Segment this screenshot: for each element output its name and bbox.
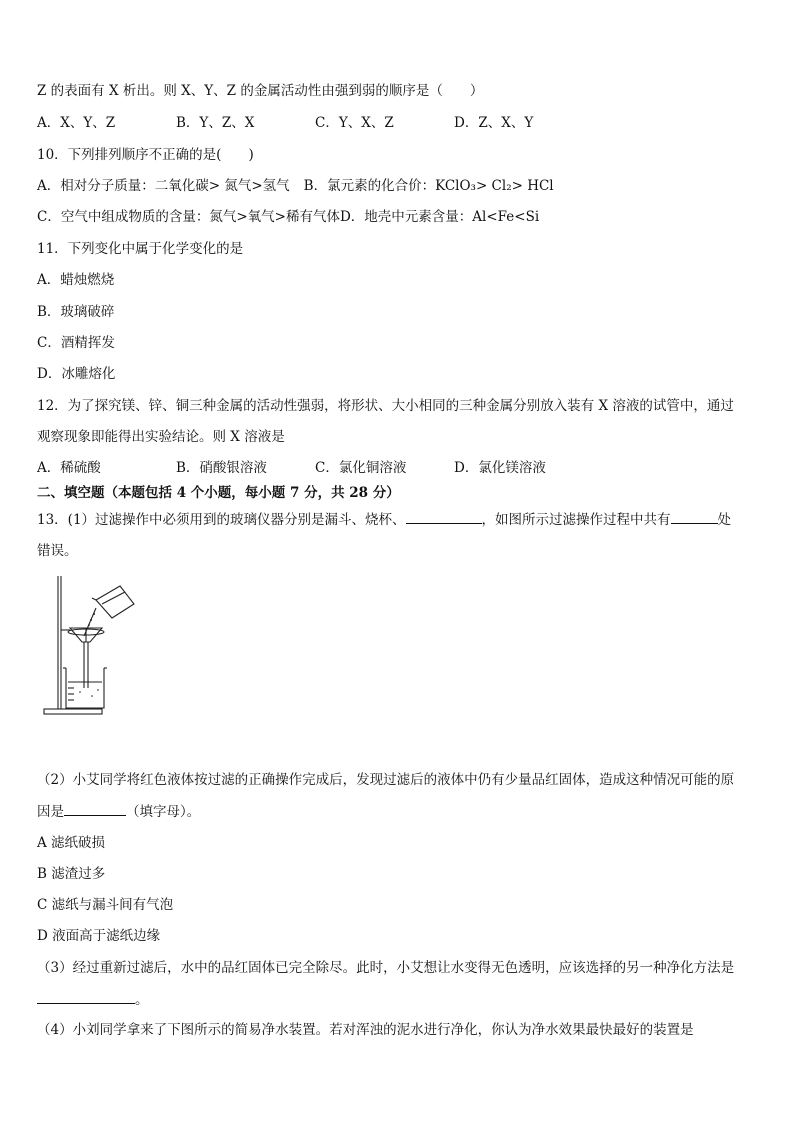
q13-part3-line2 xyxy=(37,989,764,1010)
q13-part1-text-a: 13．(1）过滤操作中必须用到的玻璃仪器分别是漏斗、烧杯、 xyxy=(37,512,406,528)
q10-option-a[interactable]: A．相对分子质量：二氧化碳> 氮气>氢气 xyxy=(37,178,290,194)
q9-stem: Z 的表面有 X 析出。则 X、Y、Z 的金属活动性由强到弱的顺序是（ ） xyxy=(37,83,484,99)
q12-option-d[interactable]: D．氯化镁溶液 xyxy=(454,460,546,476)
q9-options xyxy=(37,113,764,133)
q12-option-b[interactable]: B．硝酸银溶液 xyxy=(176,460,267,476)
q13-blank-instrument[interactable] xyxy=(406,509,482,524)
q10-option-d[interactable]: D．地壳中元素含量：Al<Fe<Si xyxy=(339,209,540,225)
q13-part2-text-a: 因是 xyxy=(37,804,64,820)
q10-option-b[interactable]: B．氯元素的化合价：KClO₃> Cl₂> HCl xyxy=(303,178,554,194)
q13-part2-text-b: （填字母）。 xyxy=(126,804,201,820)
q13-blank-error-count[interactable] xyxy=(671,509,718,524)
q10-options-ab xyxy=(37,176,764,196)
q10-stem: 10．下列排列顺序不正确的是( ) xyxy=(37,147,254,163)
q13-part1-text-c: 处 xyxy=(717,512,732,528)
q13-part2-line1: （2）小艾同学将红色液体按过滤的正确操作完成后，发现过滤后的液体中仍有少量品红固体，造成这种情况可能的原 xyxy=(37,772,735,788)
q13-part2-option-b[interactable]: B 滤渣过多 xyxy=(37,866,106,882)
q10-options-cd xyxy=(37,207,764,227)
stand-base xyxy=(44,709,102,714)
q13-blank-reason[interactable] xyxy=(64,801,126,816)
q12-stem-line2: 观察现象即能得出实验结论。则 X 溶液是 xyxy=(37,429,285,445)
q9-option-b[interactable]: B．Y、Z、X xyxy=(176,115,255,131)
q13-part1-text-b: ，如图所示过滤操作过程中共有 xyxy=(481,512,671,528)
q13-part2-option-d[interactable]: D 液面高于滤纸边缘 xyxy=(37,928,161,944)
pouring-beaker xyxy=(96,586,134,618)
q11-stem: 11．下列变化中属于化学变化的是 xyxy=(37,241,244,257)
q12-option-c[interactable]: C．氯化铜溶液 xyxy=(315,460,407,476)
glass-rod xyxy=(84,608,96,636)
q13-part2-option-c[interactable]: C 滤纸与漏斗间有气泡 xyxy=(37,897,174,913)
q9-option-c[interactable]: C．Y、X、Z xyxy=(315,115,394,131)
q11-option-d[interactable]: D．冰雕熔化 xyxy=(37,366,116,382)
q13-part1 xyxy=(37,509,764,530)
q12-stem-line1: 12．为了探究镁、锌、铜三种金属的活动性强弱，将形状、大小相同的三种金属分别放入装有 X 溶液的试管中，通过 xyxy=(37,398,734,414)
q13-blank-method[interactable] xyxy=(37,989,135,1004)
q13-part1-end: 错误。 xyxy=(37,543,78,559)
q12-option-a[interactable]: A．稀硫酸 xyxy=(37,460,101,476)
q12-options xyxy=(37,458,764,478)
q9-option-d[interactable]: D．Z、X、Y xyxy=(454,115,534,131)
q13-part2-option-a[interactable]: A 滤纸破损 xyxy=(37,835,106,851)
q13-part3-line1: （3）经过重新过滤后，水中的品红固体已完全除尽。此时，小艾想让水变得无色透明，应该选择的另一种净化方法是 xyxy=(37,960,735,976)
q13-part3-end: 。 xyxy=(135,992,149,1008)
q11-option-b[interactable]: B．玻璃破碎 xyxy=(37,304,115,320)
q10-option-c[interactable]: C．空气中组成物质的含量：氮气>氧气>稀有气体 xyxy=(37,209,340,225)
section-title: 二、填空题（本题包括 4 个小题，每小题 7 分，共 28 分） xyxy=(37,485,400,501)
q11-option-a[interactable]: A．蜡烛燃烧 xyxy=(37,272,115,288)
q9-option-a[interactable]: A．X、Y、Z xyxy=(37,115,116,131)
q13-part2-line2 xyxy=(37,801,764,822)
q13-part4-line1: （4）小刘同学拿来了下图所示的简易净水装置。若对浑浊的泥水进行净化，你认为净水效果最快最好的装置是 xyxy=(37,1022,694,1038)
filtration-apparatus-figure xyxy=(40,570,150,720)
q11-option-c[interactable]: C．酒精挥发 xyxy=(37,335,115,351)
